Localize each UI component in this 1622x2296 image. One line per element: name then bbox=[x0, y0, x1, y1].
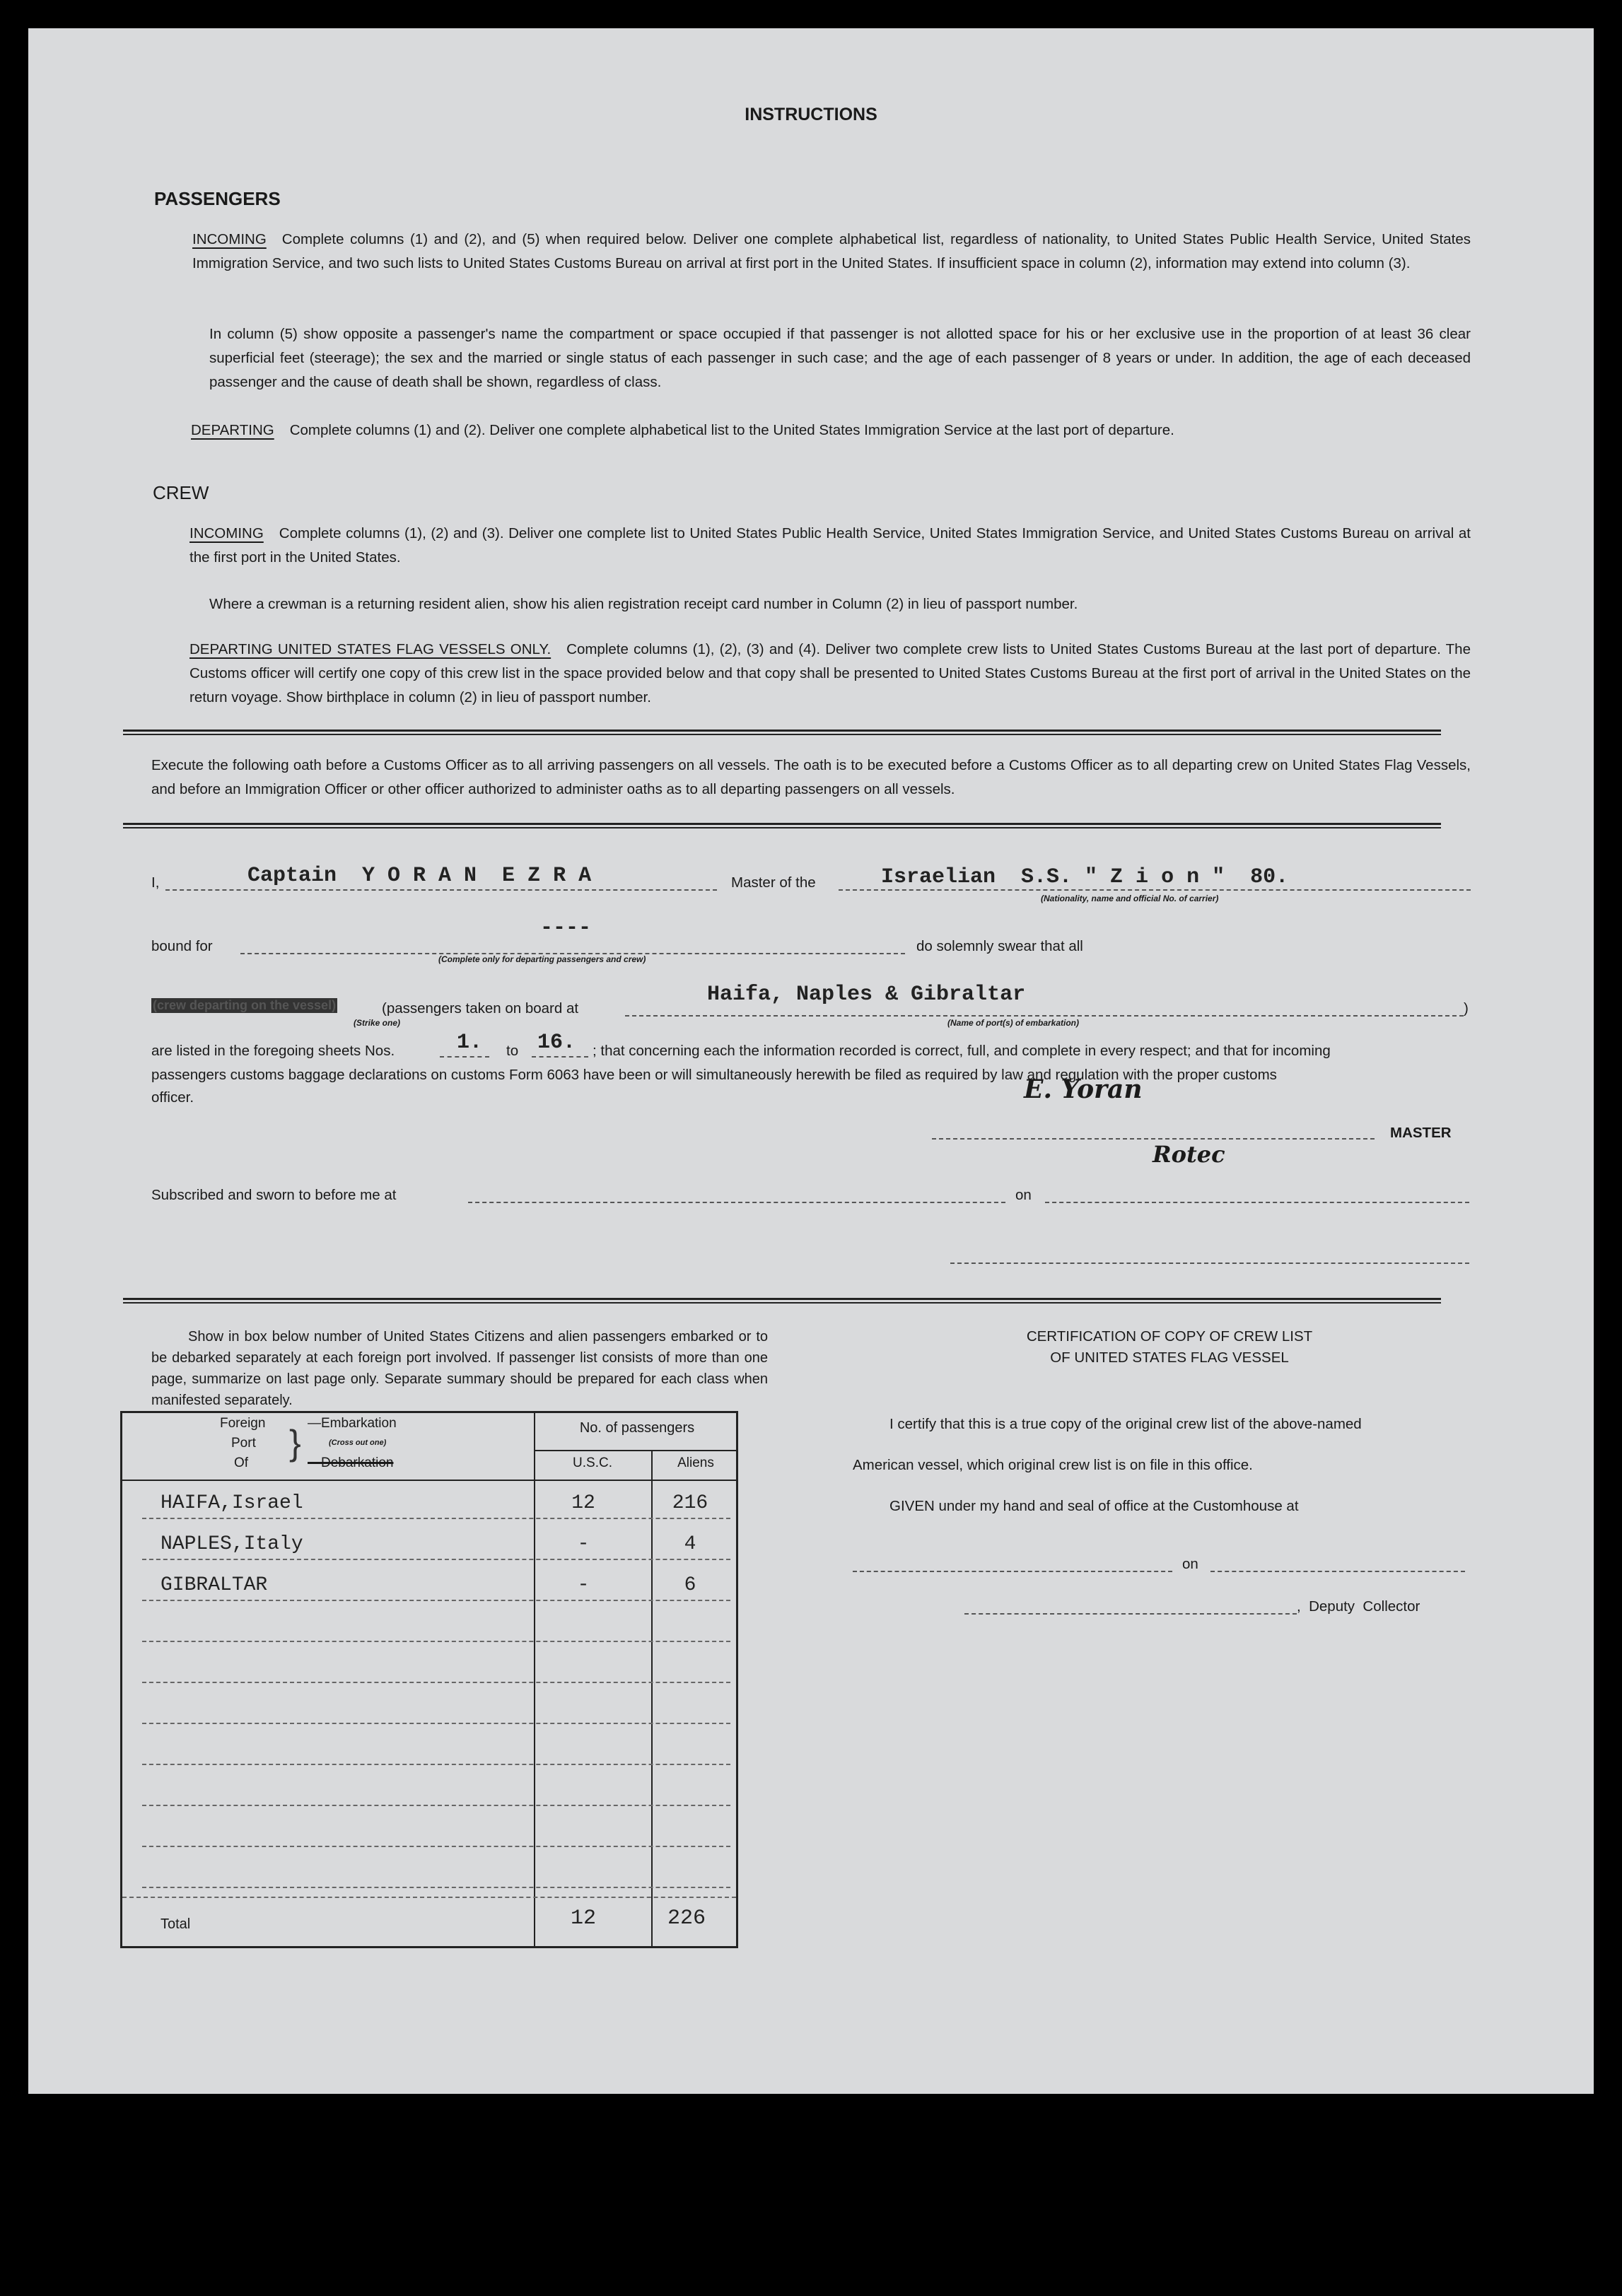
passengers-incoming-label: INCOMING bbox=[192, 231, 267, 247]
oath-instructions: Execute the following oath before a Customs Officer as to all arriving passengers on all vessels. The oath is to be executed before a Customs Officer as to all departing crew on United States Flag Vessels, and before an Immigration Officer or other officer authorized to administer oaths as to all departing passengers on all vessels. bbox=[151, 757, 1471, 797]
listed-label: are listed in the foregoing sheets Nos. bbox=[151, 1043, 395, 1059]
master-name-value: Captain Y O R A N E Z R A bbox=[247, 864, 592, 888]
listed-text-3: officer. bbox=[151, 1089, 194, 1106]
table-cell-usc: - bbox=[577, 1533, 590, 1555]
strike-caption: (Strike one) bbox=[354, 1018, 401, 1028]
officer-signature-line[interactable] bbox=[950, 1263, 1469, 1264]
to-label: to bbox=[506, 1043, 519, 1059]
page-title: INSTRUCTIONS bbox=[745, 105, 877, 124]
sheet-from-value: 1. bbox=[457, 1031, 483, 1055]
certification-heading-1: CERTIFICATION OF COPY OF CREW LIST bbox=[1026, 1328, 1313, 1345]
bound-for-caption: (Complete only for departing passengers and crew) bbox=[438, 954, 646, 964]
subscribed-on-label: on bbox=[1015, 1187, 1032, 1203]
header-port: Port bbox=[231, 1436, 256, 1451]
secondary-signature: Rotec bbox=[1153, 1141, 1225, 1168]
crew-heading: CREW bbox=[153, 482, 209, 503]
divider-rule bbox=[123, 823, 1441, 828]
subscribed-label: Subscribed and sworn to before me at bbox=[151, 1187, 397, 1203]
header-embarkation: —Embarkation bbox=[308, 1416, 397, 1431]
certification-heading-2: OF UNITED STATES FLAG VESSEL bbox=[1050, 1349, 1289, 1366]
sheet-from-field[interactable] bbox=[440, 1056, 489, 1058]
table-cell-port: HAIFA,Israel bbox=[161, 1492, 303, 1514]
vessel-caption: (Nationality, name and official No. of carrier) bbox=[1041, 894, 1219, 903]
header-aliens: Aliens bbox=[677, 1456, 714, 1470]
crew-departing-paragraph bbox=[189, 638, 1471, 710]
crew-incoming-paragraph bbox=[189, 522, 1471, 570]
table-row-line[interactable] bbox=[142, 1559, 730, 1560]
passengers-departing-text: Complete columns (1) and (2). Deliver one complete alphabetical list to the United States Immigration Service at the last port of departure. bbox=[289, 422, 1174, 438]
passengers-departing-label: DEPARTING bbox=[191, 422, 274, 438]
table-cell-port: GIBRALTAR bbox=[161, 1574, 268, 1596]
table-row-line[interactable] bbox=[142, 1805, 730, 1806]
table-cell-usc: - bbox=[577, 1574, 590, 1596]
passengers-heading: PASSENGERS bbox=[154, 188, 281, 209]
passengers-departing-paragraph bbox=[191, 418, 1471, 443]
header-divider bbox=[534, 1450, 736, 1451]
crew-departing-label: DEPARTING UNITED STATES FLAG VESSELS ONLY. bbox=[189, 641, 552, 657]
passengers-incoming-paragraph bbox=[192, 228, 1471, 276]
column5-paragraph: In column (5) show opposite a passenger's name the compartment or space occupied if that passenger is not allotted space for his or her exclusive use in the proportion of at least 36 clear superficial feet (steerage); the sex and the married or single status of each passenger in such case; and the age of each passenger of 8 years or under. In addition, the age of each deceased passenger and the cause of death shall be shown, regardless of class. bbox=[209, 326, 1471, 390]
customhouse-field[interactable] bbox=[853, 1571, 1172, 1572]
total-usc: 12 bbox=[570, 1906, 596, 1931]
sheet-to-value: 16. bbox=[537, 1031, 576, 1055]
column-divider bbox=[651, 1450, 653, 1946]
swear-label: do solemnly swear that all bbox=[916, 938, 1083, 954]
table-cell-usc: 12 bbox=[571, 1492, 595, 1514]
header-usc: U.S.C. bbox=[573, 1456, 612, 1470]
table-row-line[interactable] bbox=[142, 1682, 730, 1683]
table-row-line[interactable] bbox=[142, 1723, 730, 1724]
header-debarkation: —Debarkation bbox=[308, 1456, 394, 1470]
crew-departing-text: Complete columns (1), (2), (3) and (4). Deliver two complete crew lists to United States Customs Bureau at the last port of departure. The Customs officer will certify one copy of this crew list in the space provided below and that copy shall be presented to United States Customs Bureau at the first port of arrival in the United States on the return voyage. Show birthplace in column (2) in lieu of passport number. bbox=[189, 641, 1471, 705]
subscribed-place-field[interactable] bbox=[468, 1202, 1005, 1203]
header-no-passengers: No. of passengers bbox=[579, 1420, 695, 1436]
deputy-collector-label: , Deputy Collector bbox=[1297, 1598, 1420, 1615]
listed-text-1: ; that concerning each the information recorded is correct, full, and complete in every respect; and that for incoming bbox=[593, 1043, 1331, 1059]
table-row-line[interactable] bbox=[142, 1518, 730, 1519]
header-foreign: Foreign bbox=[220, 1416, 266, 1431]
table-cell-aliens: 216 bbox=[672, 1492, 708, 1514]
vessel-field[interactable] bbox=[839, 889, 1471, 891]
certification-on-label: on bbox=[1182, 1556, 1198, 1572]
deputy-signature-line[interactable] bbox=[964, 1613, 1297, 1615]
total-aliens: 226 bbox=[667, 1906, 706, 1931]
bound-for-label: bound for bbox=[151, 938, 213, 954]
brace-icon: } bbox=[289, 1423, 301, 1463]
ports-field[interactable] bbox=[625, 1015, 1464, 1017]
header-of: Of bbox=[234, 1456, 249, 1470]
close-paren: ) bbox=[1464, 1000, 1469, 1017]
master-label: MASTER bbox=[1390, 1125, 1452, 1141]
table-row-line[interactable] bbox=[142, 1764, 730, 1765]
oath-i-label: I, bbox=[151, 874, 160, 891]
crew-incoming-text: Complete columns (1), (2) and (3). Deliver one complete list to United States Public Health Service, United States Immigration Service, and United States Customs Bureau on arrival at the first port in the United States. bbox=[189, 525, 1471, 566]
table-cell-aliens: 4 bbox=[684, 1533, 696, 1555]
listed-text-2: passengers customs baggage declarations on customs Form 6063 have been or will simultaneously herewith be filed as required by law and regulation with the proper customs bbox=[151, 1067, 1277, 1083]
crew-incoming-label: INCOMING bbox=[189, 525, 264, 541]
certification-given: GIVEN under my hand and seal of office at the Customhouse at bbox=[889, 1498, 1299, 1514]
table-cell-aliens: 6 bbox=[684, 1574, 696, 1596]
table-row-line[interactable] bbox=[142, 1846, 730, 1847]
master-of-label: Master of the bbox=[731, 874, 816, 891]
master-signature: E. Yoran bbox=[1024, 1074, 1143, 1104]
vessel-value: Israelian S.S. " Z i o n " 80. bbox=[881, 865, 1289, 889]
header-cross-out: (Cross out one) bbox=[329, 1439, 387, 1447]
table-cell-port: NAPLES,Italy bbox=[161, 1533, 303, 1555]
header-bottom bbox=[122, 1480, 736, 1481]
passenger-summary-table bbox=[120, 1411, 738, 1948]
struck-crew-text: (crew departing on the vessel) bbox=[153, 998, 337, 1012]
master-signature-line[interactable] bbox=[932, 1138, 1375, 1140]
bound-for-value: ---- bbox=[540, 916, 592, 940]
subscribed-date-field[interactable] bbox=[1045, 1202, 1469, 1203]
total-label: Total bbox=[161, 1916, 191, 1932]
certification-date-field[interactable] bbox=[1210, 1571, 1465, 1572]
master-name-field[interactable] bbox=[165, 889, 717, 891]
certification-text-2: American vessel, which original crew list is on file in this office. bbox=[853, 1457, 1253, 1473]
divider-rule bbox=[123, 730, 1441, 735]
table-row-line[interactable] bbox=[142, 1600, 730, 1601]
table-row-line[interactable] bbox=[142, 1641, 730, 1642]
ports-caption: (Name of port(s) of embarkation) bbox=[947, 1018, 1080, 1028]
total-divider bbox=[122, 1897, 736, 1898]
sheet-to-field[interactable] bbox=[532, 1056, 588, 1058]
crew-resident-paragraph: Where a crewman is a returning resident alien, show his alien registration receipt card number in Column (2) in lieu of passport number. bbox=[209, 596, 1078, 612]
table-row-line[interactable] bbox=[142, 1887, 730, 1888]
certification-text-1: I certify that this is a true copy of the original crew list of the above-named bbox=[889, 1416, 1362, 1432]
summary-instructions: Show in box below number of United States Citizens and alien passengers embarked or to be debarked separately at each foreign port involved. If passenger list consists of more than one page, summarize on last page only. Separate summary should be prepared for each class when manifested separately. bbox=[151, 1329, 768, 1408]
passengers-incoming-text: Complete columns (1) and (2), and (5) when required below. Deliver one complete alphabetical list, regardless of nationality, to United States Public Health Service, United States Immigration Service, and two such lists to United States Customs Bureau on arrival at first port in the United States. If insufficient space in column (2), information may extend into column (3). bbox=[192, 231, 1471, 271]
passengers-taken-label: (passengers taken on board at bbox=[382, 1000, 579, 1017]
ports-value: Haifa, Naples & Gibraltar bbox=[707, 983, 1026, 1007]
divider-rule bbox=[123, 1298, 1441, 1304]
